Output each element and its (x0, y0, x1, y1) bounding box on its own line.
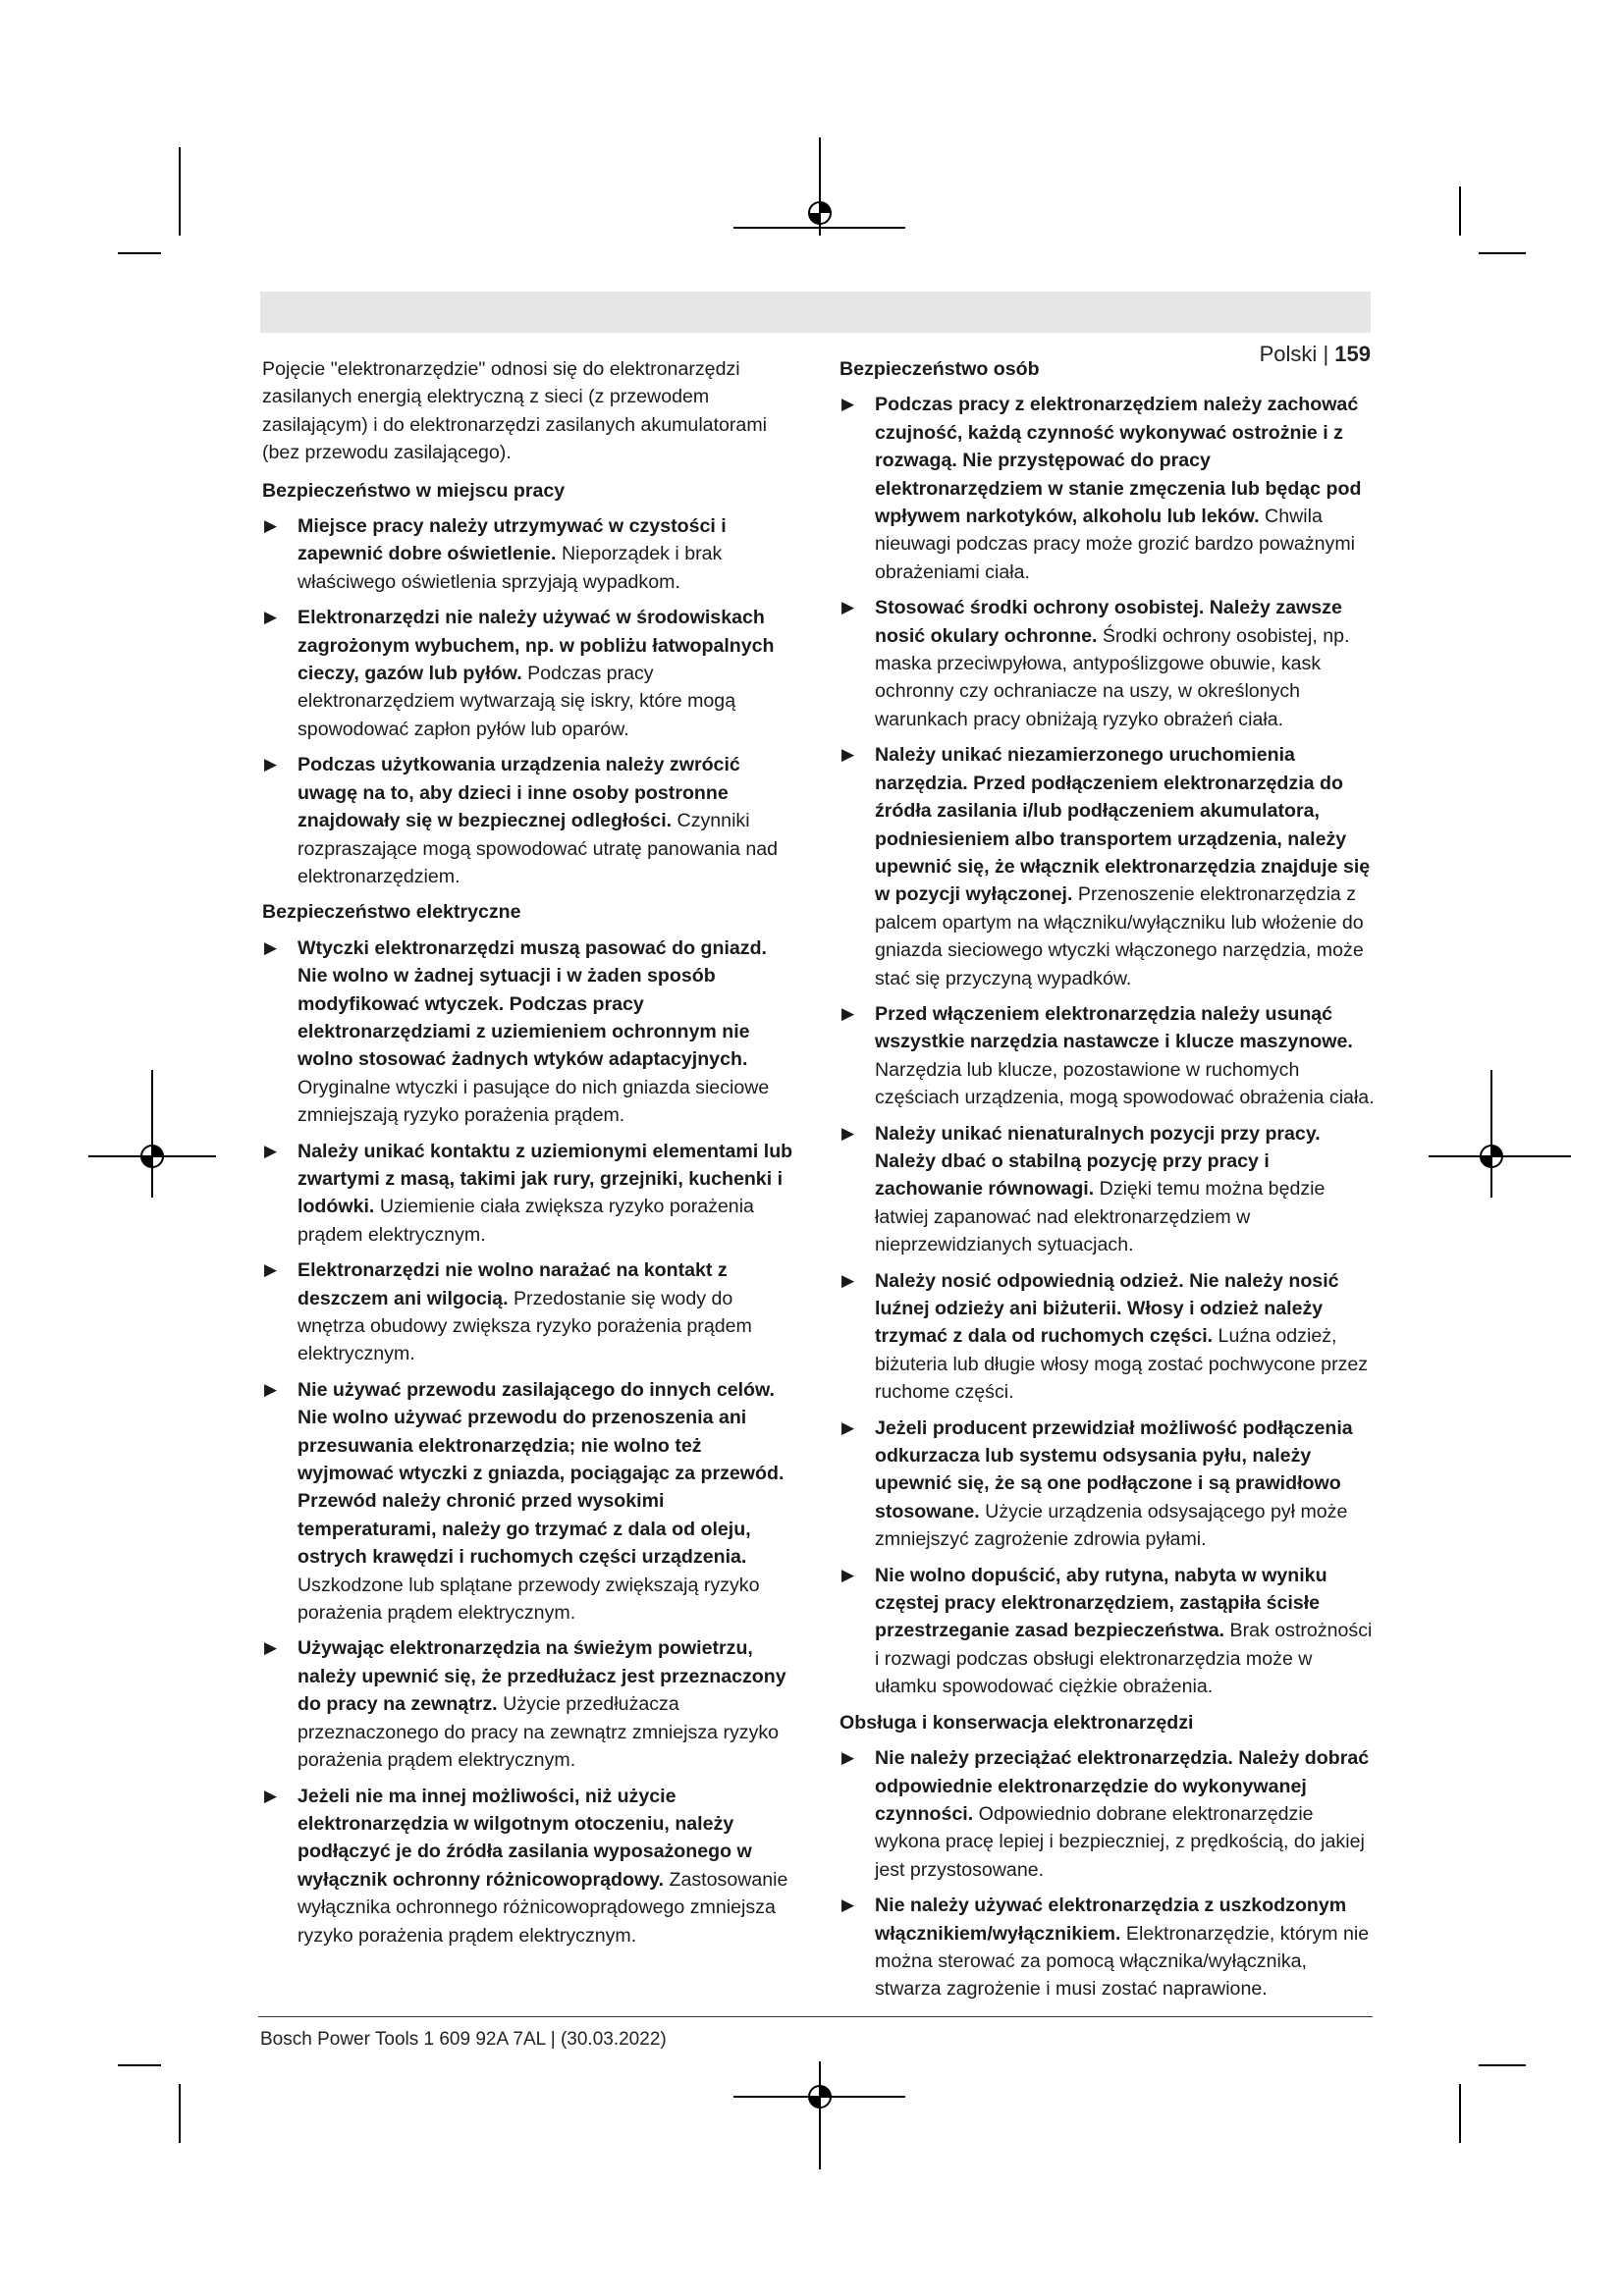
triangle-bullet-icon: ▶ (841, 1748, 855, 1768)
safety-instruction-item (839, 1415, 1378, 1554)
instruction-detail: Uszkodzone lub splątane przewody zwiększają ryzyko porażenia prądem elektrycznym. (298, 1574, 760, 1625)
safety-instruction-item (839, 1892, 1378, 2003)
instruction-detail: Użycie przedłużacza przeznaczonego do pracy na zewnątrz zmniejsza ryzyko porażenia prądem elektrycznym. (298, 1693, 780, 1772)
section-heading: Bezpieczeństwo w miejscu pracy (262, 479, 566, 502)
intro-paragraph: Pojęcie "elektronarzędzie" odnosi się do elektronarzędzi zasilanych energią elektryczną z sieci (z przewodem zasilającym) i do elektronarzędzi zasilanych akumulatorami (bez przewodu zasilającego). (262, 358, 768, 464)
instruction-detail: Zastosowanie wyłącznika ochronnego różnicowoprądowego zmniejsza ryzyko porażenia prądem elektrycznym. (298, 1868, 788, 1947)
safety-instruction-item (839, 1000, 1378, 1112)
instruction-detail: Przedostanie się wody do wnętrza obudowy zwiększa ryzyko porażenia prądem elektrycznym. (298, 1287, 752, 1365)
instruction-detail: Chwila nieuwagi podczas pracy może grozić bardzo poważnymi obrażeniami ciała. (875, 506, 1355, 583)
safety-instruction-item (262, 604, 800, 743)
instruction-bold: Miejsce pracy należy utrzymywać w czystości i zapewnić dobre oświetlenie. (298, 515, 727, 565)
registration-mark-icon (805, 198, 835, 228)
instruction-bold: Nie używać przewodu zasilającego do innych celów. Nie wolno używać przewodu do przenoszenia ani przesuwania elektronarzędzia; nie wolno też wyjmować wtyczki z gniazda, pociągając za przewód. Przewód należy chronić przed wysokimi temperaturami, należy go trzymać z dala od oleju, ostrych krawędzi i ruchomych części urządzenia. (298, 1378, 785, 1569)
safety-instruction-item (839, 741, 1378, 992)
safety-instruction-item (262, 1634, 800, 1774)
instruction-bold: Podczas pracy z elektronarzędziem należy zachować czujność, każdą czynność wykonywać ostrożnie i z rozwagą. Nie przystępować do pracy elektronarzędziem w stanie zmęczenia lub będąc pod wpływem narkotyków, alkoholu lub leków. (875, 394, 1362, 528)
triangle-bullet-icon: ▶ (264, 937, 278, 957)
registration-mark-icon (1477, 1142, 1506, 1171)
header-separator: | (1323, 342, 1329, 366)
instruction-detail: Nieporządek i brak właściwego oświetlenia sprzyjają wypadkom. (298, 543, 723, 593)
instruction-detail: Dzięki temu można będzie łatwiej zapanować nad elektronarzędziem w nieprzewidzianych sytuacjach. (875, 1178, 1326, 1256)
triangle-bullet-icon: ▶ (841, 745, 855, 765)
instruction-detail: Czynniki rozpraszające mogą spowodować utratę panowania nad elektronarzędziem. (298, 810, 779, 887)
instruction-detail: Elektronarzędzie, którym nie można sterować za pomocą włącznika/wyłącznika, stwarza zagrożenie i musi zostać naprawione. (875, 1922, 1370, 2001)
instruction-detail: Oryginalne wtyczki i pasujące do nich gniazda sieciowe zmniejszają ryzyko porażenia prądem. (298, 1076, 770, 1127)
instruction-bold: Elektronarzędzi nie należy używać w środowiskach zagrożonym wybuchem, np. w pobliżu łatwopalnych cieczy, gazów lub pyłów. (298, 607, 775, 685)
triangle-bullet-icon: ▶ (841, 1565, 855, 1584)
section-heading: Bezpieczeństwo osób (839, 358, 1040, 380)
safety-instruction-item (839, 1120, 1378, 1259)
instruction-detail: Uziemienie ciała zwiększa ryzyko porażenia prądem elektrycznym. (298, 1196, 754, 1246)
instruction-bold: Przed włączeniem elektronarzędzia należy usunąć wszystkie narzędzia nastawcze i klucze maszynowe. (875, 1002, 1353, 1053)
section-heading: Obsługa i konserwacja elektronarzędzi (839, 1711, 1194, 1734)
triangle-bullet-icon: ▶ (264, 1260, 278, 1280)
instruction-bold: Używając elektronarzędzia na świeżym powietrzu, należy upewnić się, że przedłużacz jest przeznaczony do pracy na zewnątrz. (298, 1637, 786, 1716)
triangle-bullet-icon: ▶ (264, 1141, 278, 1160)
safety-instruction-item (262, 1783, 800, 1949)
right-sections (839, 355, 1378, 2003)
triangle-bullet-icon: ▶ (264, 1786, 278, 1805)
instruction-detail: Luźna odzież, biżuteria lub długie włosy mogą zostać pochwycone przez ruchome części. (875, 1325, 1369, 1404)
safety-instruction-item (839, 1562, 1378, 1701)
triangle-bullet-icon: ▶ (264, 608, 278, 627)
header-section: Polski (1259, 342, 1318, 366)
triangle-bullet-icon: ▶ (841, 1270, 855, 1290)
registration-mark-icon (137, 1142, 167, 1171)
page-number: 159 (1334, 342, 1371, 366)
instruction-bold: Wtyczki elektronarzędzi muszą pasować do gniazd. Nie wolno w żadnej sytuacji i w żaden sposób modyfikować wtyczek. Podczas pracy elektronarzędziami z uziemieniem ochronnym nie wolno stosować żadnych wtyków adaptacyjnych. (298, 936, 767, 1071)
instruction-bold: Nie należy przeciążać elektronarzędzia. Należy dobrać odpowiednie elektronarzędzie do wykonywanej czynności. (875, 1747, 1370, 1825)
section-heading: Bezpieczeństwo elektryczne (262, 901, 521, 924)
safety-instruction-item (839, 391, 1378, 586)
safety-instruction-item (262, 1138, 800, 1250)
instruction-bold: Jeżeli producent przewidział możliwość podłączenia odkurzacza lub systemu odsysania pyłu, należy upewnić się, że są one podłączone i są prawidłowo stosowane. (875, 1416, 1353, 1522)
instruction-detail: Środki ochrony osobistej, np. maska przeciwpyłowa, antypoślizgowe obuwie, kask ochronny czy ochraniacze na uszy, w określonych warunkach pracy obniżają ryzyko obrażeń ciała. (875, 624, 1350, 730)
safety-instruction-item (262, 934, 800, 1130)
instruction-bold: Należy unikać kontaktu z uziemionymi elementami lub zwartymi z masą, takimi jak rury, grzejniki, kuchenki i lodówki. (298, 1140, 793, 1218)
triangle-bullet-icon: ▶ (264, 1638, 278, 1658)
triangle-bullet-icon: ▶ (841, 1003, 855, 1023)
instruction-bold: Podczas użytkowania urządzenia należy zwrócić uwagę na to, aby dzieci i inne osoby postronne znajdowały się w bezpiecznej odległości. (298, 754, 740, 832)
triangle-bullet-icon: ▶ (841, 1896, 855, 1915)
triangle-bullet-icon: ▶ (264, 755, 278, 774)
safety-instruction-item (262, 1256, 800, 1368)
instruction-detail: Przenoszenie elektronarzędzia z palcem opartym na włączniku/wyłączniku lub włożenie do gniazda sieciowego wtyczki włączonego narzędzia, może stać się przyczyną wypadków. (875, 883, 1364, 989)
instruction-detail: Użycie urządzenia odsysającego pył może zmniejszyć zagrożenie zdrowia pyłami. (875, 1500, 1348, 1551)
header-band (260, 292, 1371, 333)
safety-instruction-item (839, 1267, 1378, 1407)
safety-instruction-item (262, 1376, 800, 1628)
instruction-detail: Podczas pracy elektronarzędziem wytwarzają się iskry, które mogą spowodować zapłon pyłów lub oparów. (298, 663, 736, 740)
triangle-bullet-icon: ▶ (264, 1379, 278, 1399)
page-footer: Bosch Power Tools 1 609 92A 7AL | (30.03.2022) (260, 2029, 667, 2050)
safety-instruction-item (839, 594, 1378, 733)
instruction-bold: Stosować środki ochrony osobistej. Należy zawsze nosić okulary ochronne. (875, 597, 1342, 647)
instruction-bold: Należy nosić odpowiednią odzież. Nie należy nosić luźnej odzieży ani biżuterii. Włosy i odzież należy trzymać z dala od ruchomych części. (875, 1269, 1339, 1348)
safety-instruction-item (262, 751, 800, 890)
instruction-bold: Należy unikać niezamierzonego uruchomienia narzędzia. Przed podłączeniem elektronarzędzia do źródła zasilania i/lub podłączeniem akumulatora, podniesieniem albo transportem urządzenia, należy upewnić się, że włącznik elektronarzędzia znajduje się w pozycji wyłączonej. (875, 744, 1371, 906)
right-column (839, 355, 1378, 2011)
instruction-bold: Należy unikać nienaturalnych pozycji przy pracy. Należy dbać o stabilną pozycję przy pracy i zachowanie równowagi. (875, 1122, 1321, 1201)
instruction-bold: Elektronarzędzi nie wolno narażać na kontakt z deszczem ani wilgocią. (298, 1259, 728, 1309)
instruction-detail: Narzędzia lub klucze, pozostawione w ruchomych częściach urządzenia, mogą spowodować obrażenia ciała. (875, 1058, 1375, 1109)
instruction-bold: Nie należy używać elektronarzędzia z uszkodzonym włącznikiem/wyłącznikiem. (875, 1895, 1347, 1945)
instruction-detail: Odpowiednio dobrane elektronarzędzie wykona pracę lepiej i bezpieczniej, z prędkością, do jakiej jest przystosowane. (875, 1802, 1365, 1881)
instruction-bold: Nie wolno dopuścić, aby rutyna, nabyta w wyniku częstej pracy elektronarzędziem, zastąpiła ścisłe przestrzeganie zasad bezpieczeństwa. (875, 1564, 1327, 1642)
triangle-bullet-icon: ▶ (841, 395, 855, 414)
triangle-bullet-icon: ▶ (841, 598, 855, 617)
safety-instruction-item (839, 1744, 1378, 1884)
registration-mark-icon (805, 2082, 835, 2111)
footer-rule (258, 2016, 1373, 2017)
left-sections (262, 477, 800, 1949)
left-column (262, 355, 800, 1957)
triangle-bullet-icon: ▶ (841, 1417, 855, 1437)
triangle-bullet-icon: ▶ (264, 516, 278, 536)
triangle-bullet-icon: ▶ (841, 1123, 855, 1143)
safety-instruction-item (262, 512, 800, 596)
instruction-bold: Jeżeli nie ma innej możliwości, niż użycie elektronarzędzia w wilgotnym otoczeniu, należy podłączyć je do źródła zasilania wyposażonego w wyłącznik ochronny różnicowoprądowy. (298, 1785, 752, 1891)
instruction-detail: Brak ostrożności i rozwagi podczas obsługi elektronarzędzia może w ułamku spowodować ciężkie obrażenia. (875, 1620, 1373, 1698)
